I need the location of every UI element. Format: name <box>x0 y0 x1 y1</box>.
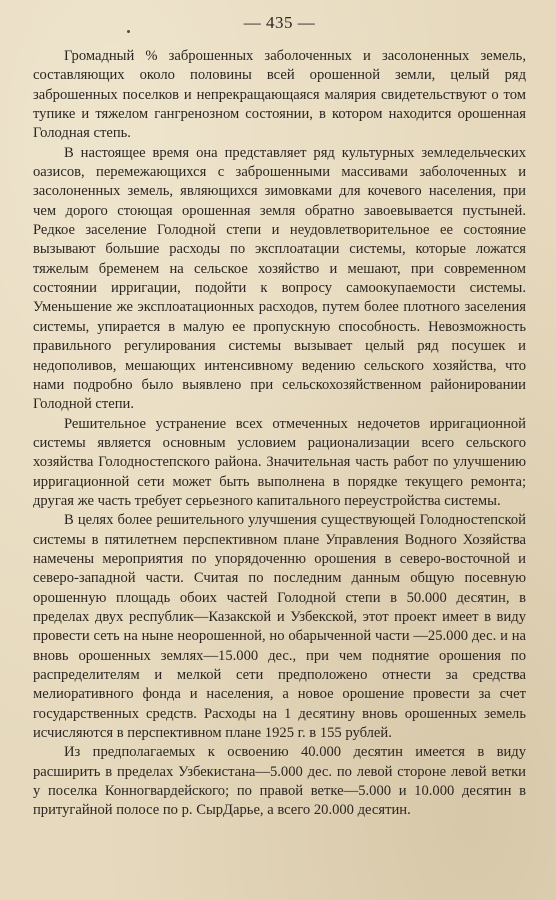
print-speck <box>127 30 130 33</box>
paragraph-2: В настоящее время она представляет ряд культурных земледельческих оазисов, перемежающихся с заброшенными массивами заболоченных и засолоненных земель, являющихся зимовками для кочевого населения, при чем дорого стоющая орошенная земля обратно завоевывается пустыней. Редкое заселение Голодной степи и неудовлетворительное ее состояние вызывают большие расходы по эксплоатации системы, которые ложатся тяжелым бременем на сельское хозяйство и мешают, при современном состоянии ирригации, подойти к вопросу самоокупаемости системы. Уменьшение же эксплоатационных расходов, путем более плотного заселения системы, упирается в малую ее пропускную способность. Невозможность правильного регулирования системы вызывает целый ряд посушек и недополивов, мешающих интенсивному ведению сельского хозяйства, что нами подробно было выявлено при сельскохозяйственном районировании Голодной степи. <box>33 144 526 413</box>
page-number: — 435 — <box>243 13 316 32</box>
paragraph-4: В целях более решительного улучшения существующей Голодностепской системы в пятилетнем перспективном плане Управления Водного Хозяйства намечены мероприятия по упорядоченню орошения в северо-восточной и северо-западной части. Считая по последним данным общую посевную орошенную площадь обоих частей Голодной степи в 50.000 десятин, в пределах двух республик—Казакской и Узбекской, этот проект имеет в виду провести сеть на ныне неорошенной, но обарыченной части —25.000 дес. и на вновь орошенных землях—15.000 дес., при чем поднятие орошения по распределителям и мелкой сети предположено отнести за средства мелиоративного фонда и населения, а новое орошение провести за счет государственных средств. Расходы на 1 десятину вновь орошенных земель исчисляются в перспективном плане 1925 г. в 155 рублей. <box>33 512 526 742</box>
paragraph-3: Решительное устранение всех отмеченных недочетов ирригационной системы является основным условием рационализации всего сельского хозяйства Голодностепского района. Значительная часть работ по улучшению ирригационной сети может быть выполнена в порядке текущего ремонта; другая же часть требует серьезного капитального переустройства системы. <box>33 415 526 509</box>
paragraph-5: Из предполагаемых к освоению 40.000 десятин имеется в виду расширить в пределах Узбекистана—5.000 дес. по левой стороне левой ветки у поселка Конногвардейского; по правой ветке—5.000 и 10.000 десятин в притугайной полосе по р. СырДарье, а всего 20.000 десятин. <box>33 744 526 819</box>
paragraph-1: Громадный % заброшенных заболоченных и засолоненных земель, составляющих около половины всей орошенной земли, целый ряд заброшенных поселков и непрекращающаяся малярия свидетельствуют о том тупике и тяжелом гангренозном состоянии, в котором находится орошенная Голодная степь. <box>33 48 526 142</box>
